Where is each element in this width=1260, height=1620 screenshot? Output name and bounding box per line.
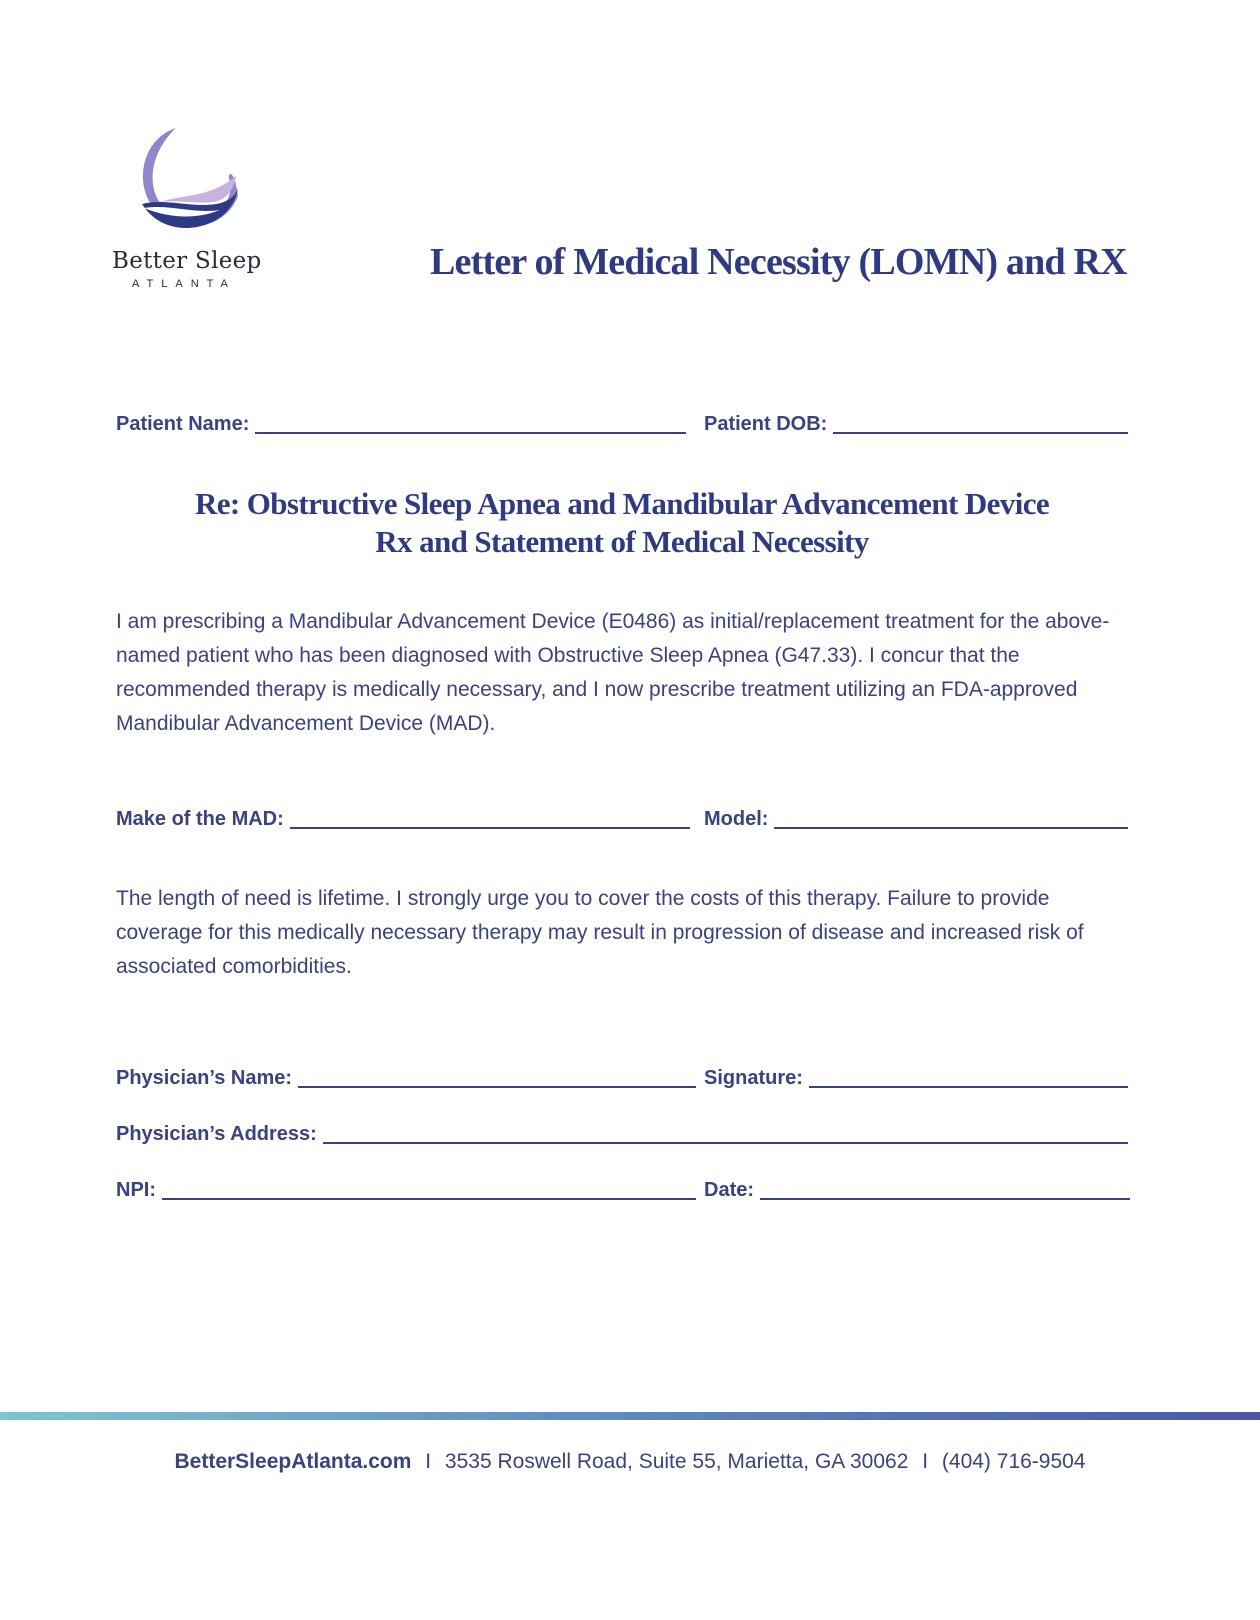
- physician-row-3: [116, 1174, 1128, 1204]
- patient-dob-field[interactable]: [704, 408, 1128, 436]
- patient-dob-line[interactable]: [833, 410, 1128, 434]
- patient-dob-label: Patient DOB:: [704, 413, 828, 435]
- npi-label: NPI:: [116, 1179, 156, 1201]
- re-heading: [116, 485, 1128, 561]
- mad-model-label: Model:: [704, 808, 769, 830]
- footer: [0, 1450, 1260, 1474]
- logo: [112, 124, 282, 290]
- physician-name-line[interactable]: [298, 1064, 696, 1088]
- signature-field[interactable]: [704, 1062, 1128, 1090]
- mad-make-line[interactable]: [290, 805, 690, 829]
- crescent-moon-wave-icon: [130, 124, 242, 236]
- signature-label: Signature:: [704, 1067, 803, 1089]
- logo-subtitle: ATLANTA: [132, 278, 236, 290]
- mad-make-field[interactable]: [116, 803, 690, 831]
- re-heading-line2: Rx and Statement of Medical Necessity: [375, 524, 869, 559]
- prescription-paragraph: I am prescribing a Mandibular Advancement Device (E0486) as initial/replacement treatment for the above-named patient who has been diagnosed with Obstructive Sleep Apnea (G47.33). I concur that the recommended therapy is medically necessary, and I now prescribe treatment utilizing an FDA-approved Mandibular Advancement Device (MAD).: [116, 610, 1110, 735]
- date-field[interactable]: [704, 1174, 1130, 1202]
- mad-make-label: Make of the MAD:: [116, 808, 284, 830]
- physician-name-label: Physician’s Name:: [116, 1067, 293, 1089]
- footer-divider-bar: [0, 1412, 1260, 1420]
- physician-row-2: [116, 1118, 1128, 1148]
- footer-phone[interactable]: (404) 716-9504: [941, 1450, 1086, 1473]
- footer-address: 3535 Roswell Road, Suite 55, Marietta, GA 30062: [444, 1450, 909, 1473]
- patient-name-label: Patient Name:: [116, 413, 250, 435]
- npi-line[interactable]: [162, 1176, 696, 1200]
- signature-line[interactable]: [809, 1064, 1128, 1088]
- length-of-need-paragraph: The length of need is lifetime. I strongly urge you to cover the costs of this therapy. Failure to provide coverage for this medically necessary therapy may result in progression of disease and increased risk of associated comorbidities.: [116, 887, 1084, 978]
- mad-model-field[interactable]: [704, 803, 1128, 831]
- patient-name-line[interactable]: [255, 410, 686, 434]
- patient-row: [116, 408, 1128, 438]
- physician-address-line[interactable]: [323, 1120, 1128, 1144]
- physician-name-field[interactable]: [116, 1062, 696, 1090]
- physician-address-field[interactable]: [116, 1118, 1128, 1146]
- footer-separator: I: [425, 1450, 432, 1473]
- footer-separator: I: [922, 1450, 929, 1473]
- re-heading-line1: Re: Obstructive Sleep Apnea and Mandibular Advancement Device: [194, 486, 1050, 521]
- date-line[interactable]: [760, 1176, 1130, 1200]
- device-row: [116, 803, 1128, 833]
- patient-name-field[interactable]: [116, 408, 686, 436]
- npi-field[interactable]: [116, 1174, 696, 1202]
- date-label: Date:: [704, 1179, 755, 1201]
- footer-website-link[interactable]: BetterSleepAtlanta.com: [174, 1450, 412, 1473]
- physician-row-1: [116, 1062, 1128, 1092]
- logo-name: Better Sleep: [112, 248, 262, 274]
- mad-model-line[interactable]: [774, 805, 1128, 829]
- document-title: Letter of Medical Necessity (LOMN) and RX: [430, 241, 1127, 283]
- physician-address-label: Physician’s Address:: [116, 1123, 317, 1145]
